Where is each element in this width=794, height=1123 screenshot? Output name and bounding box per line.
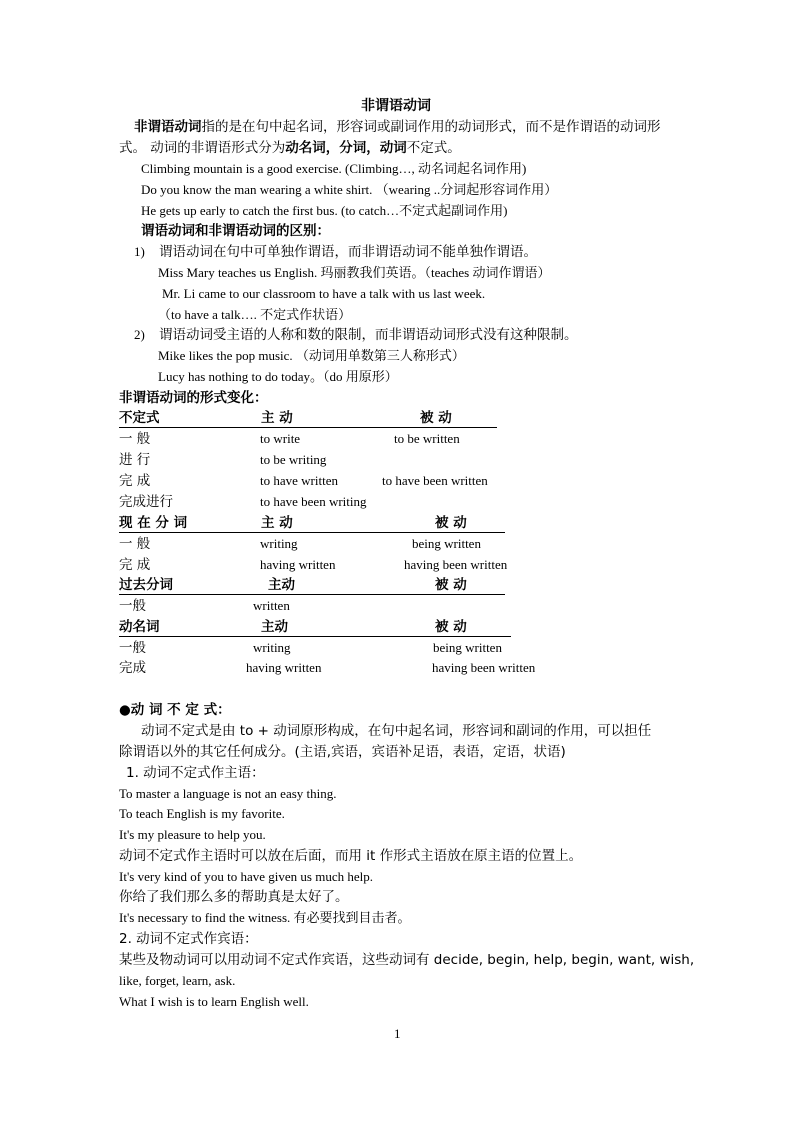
infinitive-row-label: 一 般 <box>119 431 151 447</box>
past-participle-header-underline <box>119 594 505 595</box>
present-participle-row-active: writing <box>260 536 298 551</box>
gerund-header-passive: 被 动 <box>435 619 467 635</box>
diff-point-1-number: 1) <box>134 244 145 259</box>
example-line: He gets up early to catch the first bus. (to catch…不定式起副词作用) <box>141 203 508 218</box>
diff-example: （to have a talk…. 不定式作状语） <box>158 307 352 322</box>
bullet-icon: ● <box>119 702 131 718</box>
forms-heading: 非谓语动词的形式变化： <box>119 390 268 406</box>
past-participle-header-passive: 被 动 <box>435 577 467 593</box>
intro-line-2-b: 不定式。 <box>406 140 461 156</box>
infinitive-row-label: 完成进行 <box>119 494 173 510</box>
subsection-line: It's very kind of you to have given us much help. <box>119 869 373 884</box>
section-heading <box>119 702 231 719</box>
diff-point-1-text: 谓语动词在句中可单独作谓语，而非谓语动词不能单独作谓语。 <box>159 244 537 260</box>
section-title: 动 词 不 定 式： <box>130 702 231 718</box>
gerund-row-active: writing <box>253 640 291 655</box>
diff-point-2-number: 2) <box>134 327 145 342</box>
diff-example: Lucy has nothing to do today。（do 用原形） <box>158 369 398 384</box>
gerund-header-label: 动名词 <box>119 619 160 635</box>
infinitive-row-active: to write <box>260 431 301 446</box>
example-line: Do you know the man wearing a white shirt. （wearing ..分词起形容词作用） <box>141 182 558 197</box>
infinitive-header-underline <box>119 427 497 428</box>
present-participle-row-active: having written <box>260 557 336 572</box>
diff-example: Mr. Li came to our classroom to have a talk with us last week. <box>162 286 486 301</box>
gerund-row-active: having written <box>246 660 322 675</box>
subsection-line: To master a language is not an easy thing. <box>119 786 337 801</box>
gerund-row-passive: being written <box>433 640 502 655</box>
past-participle-header-label: 过去分词 <box>119 577 173 593</box>
past-participle-row-active: written <box>253 598 290 613</box>
diff-heading: 谓语动词和非谓语动词的区别： <box>141 223 330 239</box>
page-number: 1 <box>394 1026 401 1041</box>
example-line: Climbing mountain is a good exercise. (Climbing…, 动名词起名词作用) <box>141 161 527 176</box>
subsection-line: It's necessary to find the witness. 有必要找到目击者。 <box>119 910 411 925</box>
past-participle-row-label: 一般 <box>119 598 146 614</box>
present-participle-row-passive: being written <box>412 536 481 551</box>
infinitive-row-passive: to be written <box>394 431 460 446</box>
subsection-line: 动词不定式作主语时可以放在后面，而用 it 作形式主语放在原主语的位置上。 <box>119 848 583 864</box>
diff-example: Miss Mary teaches us English. 玛丽教我们英语。（teaches 动词作谓语） <box>158 265 551 280</box>
intro-term: 非谓语动词 <box>134 119 202 135</box>
gerund-row-passive: having been written <box>432 660 536 675</box>
subsection-line: like, forget, learn, ask. <box>119 973 236 988</box>
infinitive-row-passive: to have been written <box>382 473 488 488</box>
subsection-line: To teach English is my favorite. <box>119 806 285 821</box>
section-paragraph-line: 除谓语以外的其它任何成分。(主语,宾语，宾语补足语，表语，定语，状语) <box>119 744 566 760</box>
present-participle-row-label: 一 般 <box>119 536 151 552</box>
present-participle-header-underline <box>119 532 505 533</box>
present-participle-row-passive: having been written <box>404 557 508 572</box>
gerund-header-active: 主动 <box>261 619 288 635</box>
intro-line-2 <box>119 140 461 157</box>
infinitive-row-active: to have written <box>260 473 338 488</box>
section-paragraph-line: 动词不定式是由 to + 动词原形构成，在句中起名词，形容词和副词的作用，可以担任 <box>141 723 652 739</box>
infinitive-header-active: 主 动 <box>261 410 293 426</box>
diff-example: Mike likes the pop music. （动词用单数第三人称形式） <box>158 348 465 363</box>
page-title: 非谓语动词 <box>361 98 431 114</box>
gerund-row-label: 一般 <box>119 640 146 656</box>
present-participle-header-passive: 被 动 <box>435 515 467 531</box>
infinitive-row-active: to have been writing <box>260 494 367 509</box>
infinitive-row-label: 进 行 <box>119 452 151 468</box>
gerund-header-underline <box>119 636 511 637</box>
infinitive-header-label: 不定式 <box>119 410 160 426</box>
past-participle-header-active: 主动 <box>268 577 295 593</box>
intro-forms-bold: 动名词，分词，动词 <box>285 140 407 156</box>
infinitive-row-label: 完 成 <box>119 473 151 489</box>
subsection-heading: 1. 动词不定式作主语： <box>126 765 265 781</box>
present-participle-header-label: 现 在 分 词 <box>119 515 188 531</box>
diff-point-2-text: 谓语动词受主语的人称和数的限制，而非谓语动词形式没有这种限制。 <box>159 327 578 343</box>
infinitive-row-active: to be writing <box>260 452 327 467</box>
intro-definition: 指的是在句中起名词，形容词或副词作用的动词形式，而不是作谓语的动词形 <box>201 119 661 135</box>
subsection-line: What I wish is to learn English well. <box>119 994 309 1009</box>
subsection-line: It's my pleasure to help you. <box>119 827 266 842</box>
present-participle-row-label: 完 成 <box>119 557 151 573</box>
infinitive-header-passive: 被 动 <box>420 410 452 426</box>
subsection-line: 某些及物动词可以用动词不定式作宾语，这些动词有 decide, begin, help, begin, want, wish, <box>119 952 695 968</box>
intro-line-2-a: 式。 动词的非谓语形式分为 <box>119 140 286 156</box>
subsection-line: 你给了我们那么多的帮助真是太好了。 <box>119 889 349 905</box>
gerund-row-label: 完成 <box>119 660 146 676</box>
intro-line-1 <box>134 119 661 136</box>
subsection-heading: 2. 动词不定式作宾语： <box>119 931 258 947</box>
present-participle-header-active: 主 动 <box>261 515 293 531</box>
